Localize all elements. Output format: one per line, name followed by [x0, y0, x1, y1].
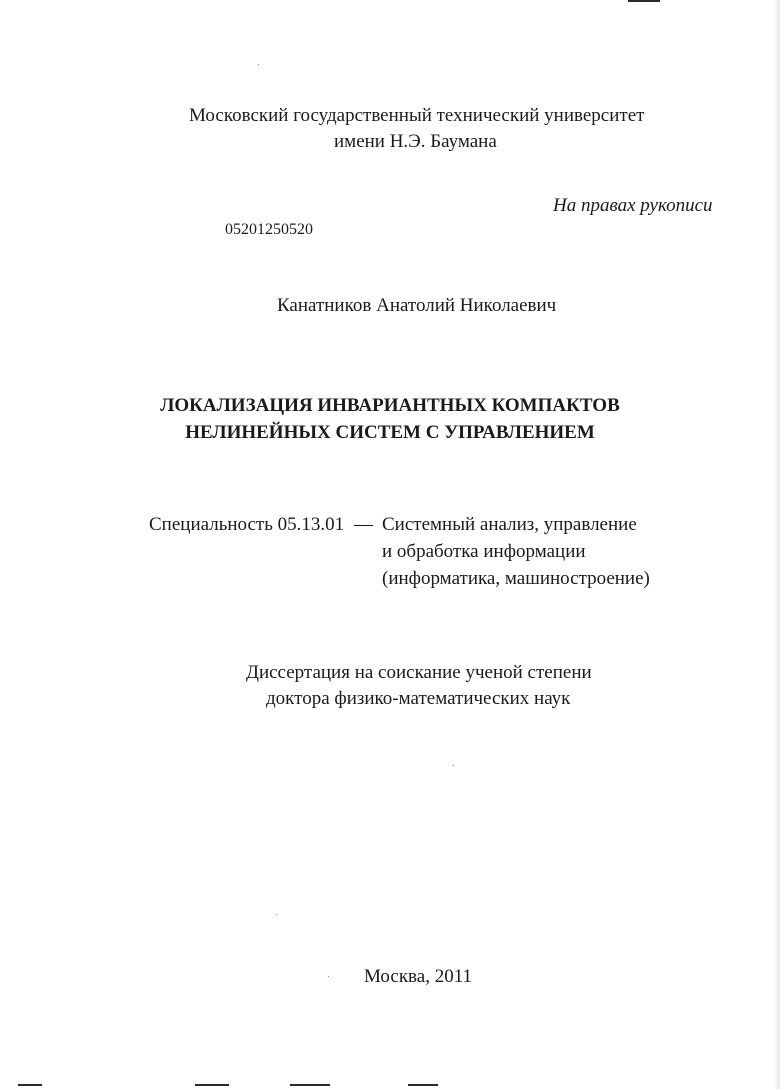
specialty-label: Специальность 05.13.01 — [149, 514, 345, 535]
scan-mark-top — [628, 0, 660, 2]
degree-statement-line2: доктора физико-математических наук — [266, 688, 571, 709]
specialty-description-line1: Системный анализ, управление — [382, 514, 637, 535]
scan-speck — [258, 64, 259, 65]
scan-speck — [453, 765, 454, 766]
manuscript-rights-note: На правах рукописи — [553, 195, 713, 216]
scan-mark-bottom-2 — [195, 1084, 229, 1086]
dissertation-title-line1: ЛОКАЛИЗАЦИЯ ИНВАРИАНТНЫХ КОМПАКТОВ — [160, 395, 620, 416]
scan-edge-shadow — [774, 0, 780, 1089]
scan-speck — [276, 914, 277, 915]
specialty-description-line3: (информатика, машиностроение) — [382, 568, 650, 589]
institution-name: Московский государственный технический университет — [189, 105, 645, 126]
dissertation-title-line2: НЕЛИНЕЙНЫХ СИСТЕМ С УПРАВЛЕНИЕМ — [185, 422, 595, 443]
specialty-description-line2: и обработка информации — [382, 541, 586, 562]
scan-speck — [328, 976, 329, 977]
institution-name-suffix: имени Н.Э. Баумана — [334, 131, 497, 152]
place-and-year: Москва, 2011 — [364, 966, 473, 987]
registration-number: 05201250520 — [225, 221, 313, 238]
scan-mark-bottom-4 — [408, 1084, 438, 1086]
scan-mark-bottom-3 — [290, 1084, 330, 1086]
author-name: Канатников Анатолий Николаевич — [277, 295, 557, 316]
scan-mark-bottom-1 — [18, 1084, 42, 1086]
degree-statement-line1: Диссертация на соискание ученой степени — [246, 662, 592, 683]
specialty-dash: — — [354, 514, 373, 535]
